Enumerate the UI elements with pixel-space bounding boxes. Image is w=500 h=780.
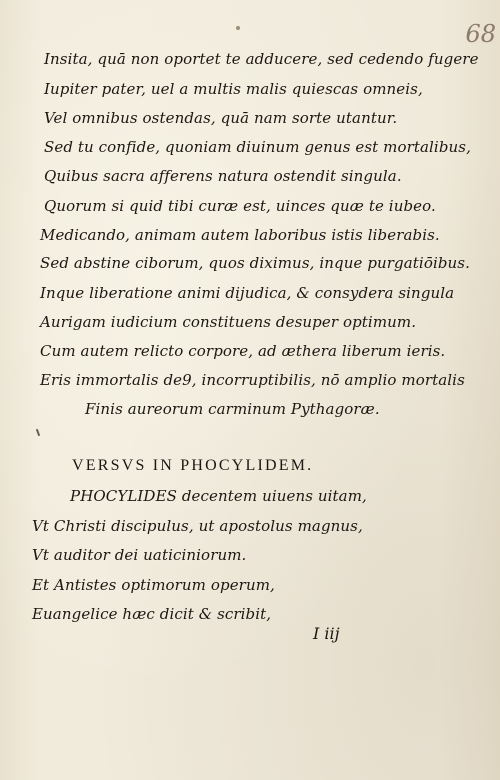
- section-heading: VERSVS IN PHOCYLIDEM.: [72, 457, 314, 474]
- poem-line: Iupiter pater, uel a multis malis quiescas omneis,: [44, 80, 423, 98]
- poem-line: Sed abstine ciborum, quos diximus, inque purgatiōibus.: [40, 254, 470, 272]
- poem-line: Eris immortalis de9, incorruptibilis, nō amplio mortalis: [40, 371, 465, 389]
- poem-line: Cum autem relicto corpore, ad æthera liberum ieris.: [40, 342, 446, 360]
- poem-line: Quibus sacra afferens natura ostendit singula.: [44, 167, 402, 185]
- poem-line: Medicando, animam autem laboribus istis liberabis.: [40, 226, 440, 244]
- phocylides-line: Vt Christi discipulus, ut apostolus magnus,: [32, 517, 363, 535]
- poem-line: Insita, quā non oportet te adducere, sed cedendo fugere: [44, 50, 479, 68]
- poem-line: Inque liberatione animi dijudica, & consydera singula: [40, 284, 455, 302]
- poem-line: Vel omnibus ostendas, quā nam sorte utantur.: [44, 109, 398, 127]
- phocylides-line: Et Antistes optimorum operum,: [32, 576, 275, 594]
- phocylides-line: Euangelice hæc dicit & scribit,: [32, 605, 272, 623]
- signature-mark: I iij: [313, 624, 340, 643]
- ink-mark: [36, 429, 40, 436]
- phocylides-line: PHOCYLIDES decentem uiuens uitam,: [70, 487, 367, 505]
- colophon-line: Finis aureorum carminum Pythagoræ.: [85, 400, 380, 418]
- poem-line: Quorum si quid tibi curæ est, uinces quæ te iubeo.: [44, 197, 436, 215]
- poem-line: Aurigam iudicium constituens desuper optimum.: [40, 313, 417, 331]
- ink-dot: [236, 26, 240, 30]
- phocylides-line: Vt auditor dei uaticiniorum.: [32, 546, 247, 564]
- folio-number: 68: [465, 20, 496, 48]
- poem-line: Sed tu confide, quoniam diuinum genus est mortalibus,: [44, 138, 471, 156]
